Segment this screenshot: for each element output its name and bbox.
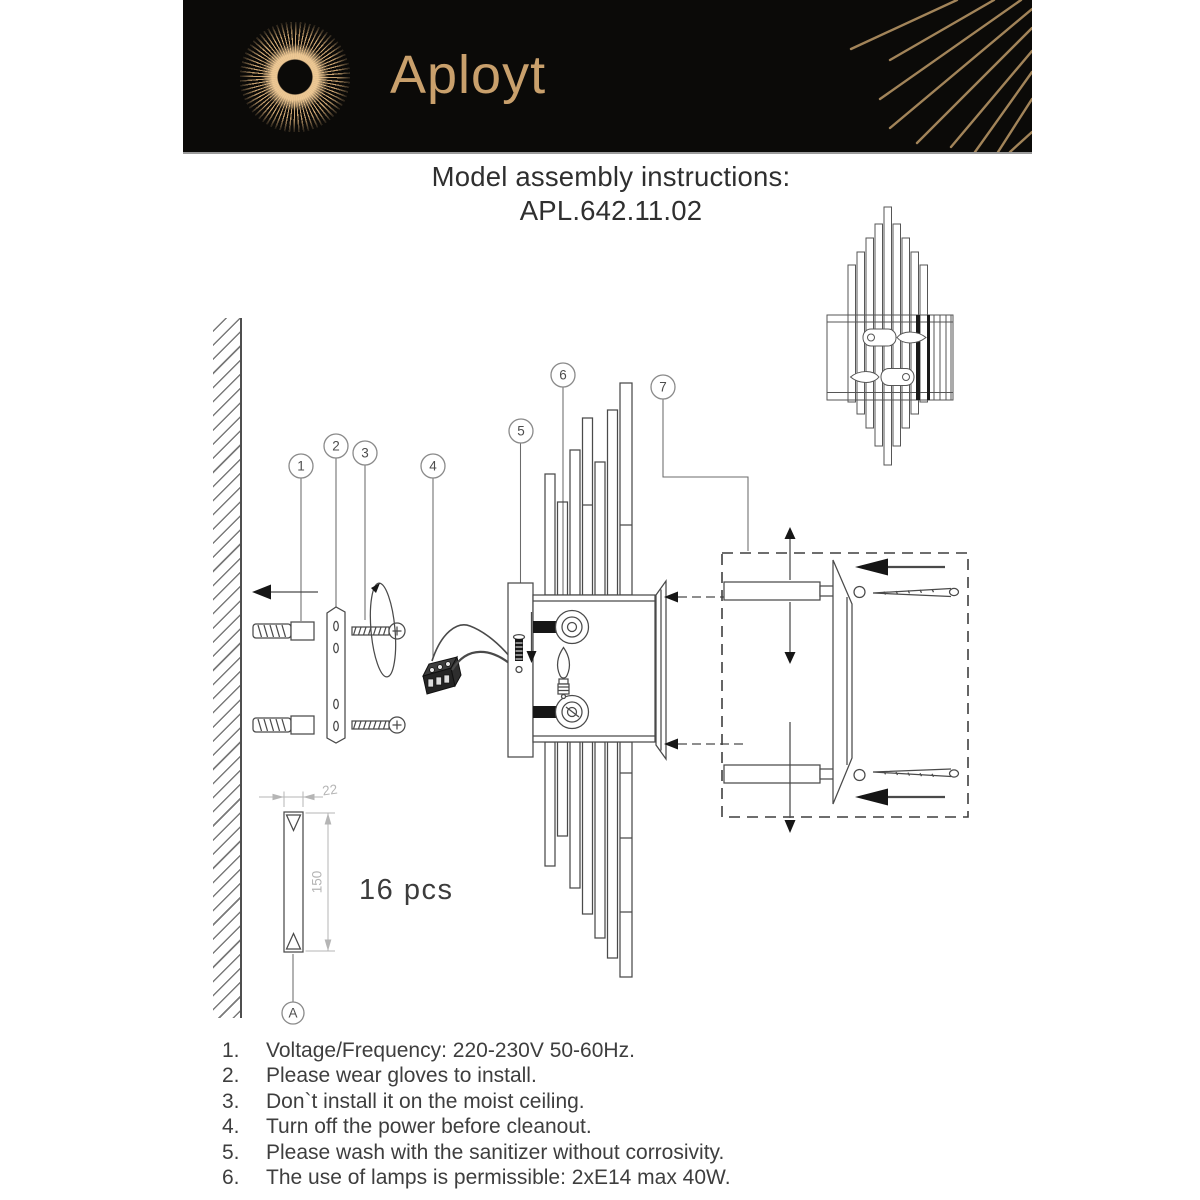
instruction-item: [222, 1114, 822, 1139]
into-wall-arrow: [252, 585, 318, 600]
callout-7: [651, 375, 675, 399]
terminal-block: [423, 657, 461, 694]
instruction-text: Please wash with the sanitizer without corrosivity.: [266, 1140, 725, 1164]
instruction-item: [222, 1038, 822, 1063]
instruction-item: [222, 1140, 822, 1165]
dim-height-label: 150: [309, 870, 325, 894]
alignment-center-line: [664, 592, 746, 750]
instruction-text: Turn off the power before cleanout.: [266, 1115, 592, 1139]
callout-2: [324, 434, 348, 458]
pieces-count-label: 16 pcs: [359, 874, 454, 906]
svg-text:2: 2: [332, 438, 340, 454]
instruction-text: The use of lamps is permissible: 2xE14 max 40W.: [266, 1166, 731, 1190]
svg-text:3: 3: [361, 445, 369, 461]
callout-3: [353, 441, 377, 465]
svg-text:4: 4: [429, 458, 437, 474]
fixing-screw: [873, 769, 959, 777]
brand-wordmark: Aployt: [390, 45, 547, 105]
svg-text:6: 6: [559, 367, 567, 383]
mounting-screw: [352, 717, 405, 733]
instruction-text: Please wear gloves to install.: [266, 1064, 537, 1088]
slide-arrow-icon: [785, 527, 796, 833]
wall-anchor: [253, 716, 314, 734]
glass-rods-top: [545, 383, 632, 595]
instruction-number: 5.: [222, 1140, 240, 1164]
model-number: APL.642.11.02: [519, 194, 703, 226]
instruction-number: 2.: [222, 1064, 240, 1088]
glass-rods-bottom: [545, 742, 632, 977]
mount-rail: [724, 582, 834, 783]
height-dimension: [306, 813, 336, 951]
rod-detail: [284, 812, 303, 952]
instructions-list: [222, 1038, 822, 1190]
assembled-sconce-view: [827, 207, 953, 465]
svg-text:1: 1: [297, 458, 305, 474]
width-dimension: [259, 782, 338, 807]
instruction-item: [222, 1089, 822, 1114]
instruction-number: 6.: [222, 1166, 240, 1190]
svg-text:5: 5: [517, 423, 525, 439]
fixing-screw: [873, 588, 959, 596]
fixture-body: [533, 595, 655, 742]
instruction-item: [222, 1063, 822, 1088]
instruction-text: Voltage/Frequency: 220-230V 50-60Hz.: [266, 1039, 635, 1062]
callout-5: [509, 419, 533, 443]
callout-4: [421, 454, 445, 478]
callout-1: [289, 454, 313, 478]
mounting-bracket: [327, 607, 345, 743]
callout-6: [551, 363, 575, 387]
svg-text:7: 7: [659, 379, 667, 395]
svg-text:A: A: [288, 1005, 298, 1021]
mounting-screw: [352, 623, 405, 639]
dim-width-label: 22: [321, 781, 339, 799]
instruction-text: Don`t install it on the moist ceiling.: [266, 1089, 585, 1113]
instruction-number: 3.: [222, 1089, 240, 1113]
callout-a: [282, 1002, 304, 1024]
instruction-number: 4.: [222, 1115, 240, 1139]
fixture-back-plate: [508, 583, 533, 757]
wall-plate-edge: [833, 560, 865, 804]
wall-anchor: [253, 622, 314, 640]
instruction-number: 1.: [222, 1039, 240, 1062]
instruction-item: [222, 1165, 822, 1190]
cover-strip: [656, 581, 666, 759]
page-title: Model assembly instructions:: [431, 161, 791, 192]
candle-bulb: [558, 648, 570, 699]
